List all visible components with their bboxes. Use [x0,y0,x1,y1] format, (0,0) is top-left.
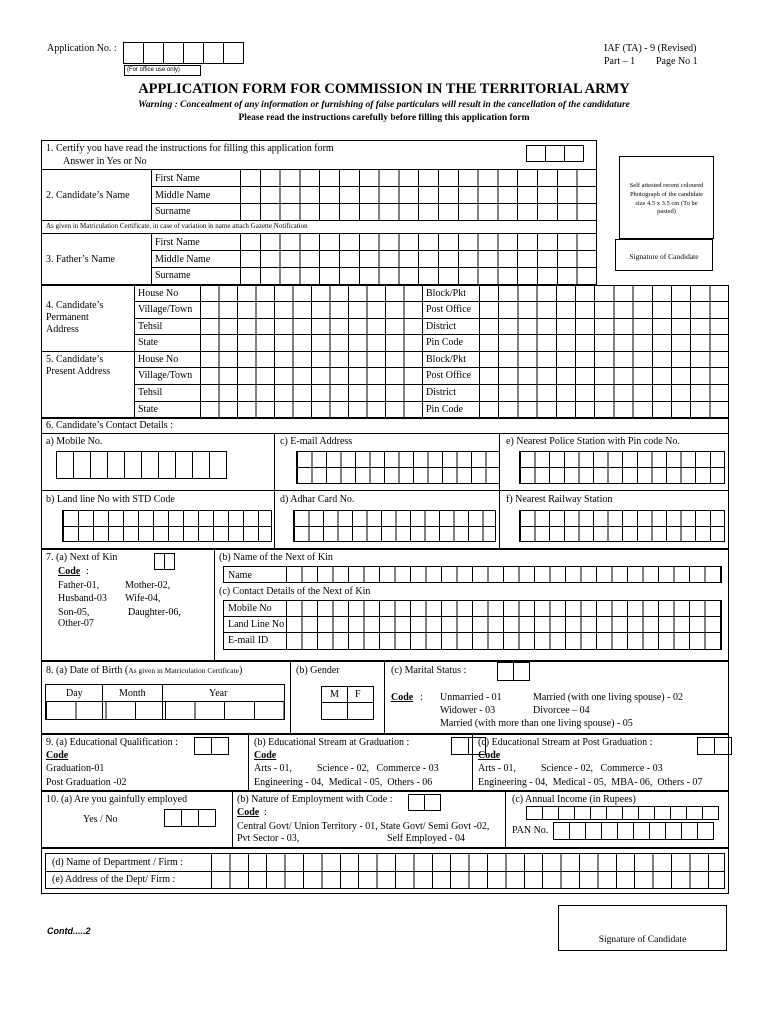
warning-text: Warning : Concealment of any information or furnishing of false particulars will result in the cancellation of the candidature [138,100,630,110]
q7-landline-label: Land Line No [228,619,285,630]
q6-adhar-label: d) Adhar Card No. [280,494,355,505]
q4-block: Block/Pkt [426,288,467,299]
q9-pg-line1: Arts - 01, Science - 02, Commerce - 03 [478,763,663,774]
q7-contact-grid[interactable] [223,600,722,650]
signature-label: Signature of Candidate [598,935,687,945]
q6-landline-grid[interactable] [62,510,272,542]
page-number: Page No 1 [656,56,698,67]
q3-name-grid[interactable] [240,233,597,285]
q4-pin: Pin Code [426,337,463,348]
q8-marital-label: (c) Marital Status : [391,665,467,676]
q8-code-label: Code [391,692,414,703]
photo-signature-box[interactable] [615,239,713,271]
dept-name-label: (d) Name of Department / Firm : [52,857,184,868]
q8-widower: Widower - 03 [440,705,496,716]
office-use-box [124,65,201,76]
q8-gender-label: (b) Gender [296,665,340,676]
q7-code-daughter: Daughter-06, [128,607,181,618]
q4-state: State [138,337,158,348]
q4-tehsil: Tehsil [138,321,163,332]
q7-mobile-label: Mobile No [228,603,272,614]
dept-address-label: (e) Address of the Dept/ Firm : [52,874,176,885]
q6-email-label: c) E-mail Address [280,436,353,447]
q5-tehsil: Tehsil [138,387,163,398]
q10-nature-pvt: Pvt Sector - 03, [237,833,300,844]
instruction-text: Please read the instructions carefully before filling this application form [238,113,530,123]
q8-marital-boxes[interactable] [497,662,529,681]
photo-instruction: Self attested recent coloured Photograph of the candidate size 4.5 x 3.5 cm (To be pasted) [629,182,704,216]
q3-middle-label: Middle Name [155,254,211,265]
q6-email-grid[interactable] [296,451,500,484]
q5-pin: Pin Code [426,404,463,415]
q6-police-label: e) Nearest Police Station with Pin code No. [506,436,680,447]
q10-label: 10. (a) Are you gainfully employed [46,794,188,805]
q10-nature-boxes[interactable] [408,794,440,811]
q9-pg-boxes[interactable] [697,737,731,755]
q5-village: Village/Town [138,370,193,381]
q10-income-label: (c) Annual Income (in Rupees) [512,794,636,805]
q10-pan-label: PAN No. [512,825,549,836]
q7-code-label: Code [58,566,81,577]
q8-gender-grid[interactable] [321,686,374,720]
application-no-label: Application No. : [47,43,117,54]
q10-nature-line1: Central Govt/ Union Territory - 01, State Govt/ Semi Govt -02, [237,821,490,832]
q9-qualification-label: 9. (a) Educational Qualification : [46,737,178,748]
photo-signature-label: Signature of Candidate [629,252,699,261]
q10-yesno: Yes / No [83,814,118,825]
q7-label: 7. (a) Next of Kin [46,552,118,563]
q6-mobile-label: a) Mobile No. [46,436,103,447]
q8-married: Married (with one living spouse) - 02 [533,692,683,703]
q6-railway-label: f) Nearest Railway Station [506,494,613,505]
office-use-label: (For office use only) [127,67,180,73]
q6-adhar-grid[interactable] [293,510,496,542]
q5-label-2: Present Address [46,366,111,377]
q8-month-label: Month [119,688,146,699]
q6-police-grid[interactable] [519,451,725,484]
q4-label-3: Address [46,324,79,335]
continued-label: Contd.....2 [47,926,91,936]
q9-pg-code-label: Code [478,750,501,761]
q10-pan-boxes[interactable] [553,822,713,840]
form-code: IAF (TA) - 9 (Revised) [604,43,697,54]
q4-label-1: 4. Candidate’s [46,300,104,311]
q7-code-other: Other-07 [58,618,94,629]
q7-email-label: E-mail ID [228,635,269,646]
q1-line1: 1. Certify you have read the instructions for filling this application form [46,143,334,154]
q9-pg-line2: Engineering - 04, Medical - 05, MBA- 06, Others - 07 [478,777,703,788]
address-left-grid[interactable] [200,285,422,418]
q4-district: District [426,321,456,332]
q8-unmarried: Unmarried - 01 [440,692,502,703]
q2-name-grid[interactable] [240,169,597,220]
q6-railway-grid[interactable] [519,510,725,542]
q6-mobile-boxes[interactable] [56,451,226,479]
q7-code-son: Son-05, [58,607,90,618]
q2-label: 2. Candidate’s Name [46,190,130,201]
q5-district: District [426,387,456,398]
q8-dob-label: 8. (a) Date of Birth (As given in Matriculation Certificate) [46,665,243,676]
q9-qualification-boxes[interactable] [194,737,228,755]
q7-code-mother: Mother-02, [125,580,171,591]
q3-surname-label: Surname [155,270,191,281]
q2-middle-label: Middle Name [155,190,211,201]
q3-label: 3. Father’s Name [46,254,115,265]
q8-year-label: Year [209,688,228,699]
q8-divorcee: Divorcee – 04 [533,705,590,716]
q9-code-label: Code [46,750,69,761]
q10-code-label: Code [237,807,260,818]
q2-note: As given in Matriculation Certificate, in case of variation in name attach Gazette Notification [46,222,308,230]
q3-first-label: First Name [155,237,200,248]
application-no-boxes[interactable] [123,42,243,64]
q7-name-field[interactable] [223,566,722,583]
q4-village: Village/Town [138,304,193,315]
form-part: Part – 1 [604,56,636,67]
q7-code-father: Father-01, [58,580,100,591]
q5-post: Post Office [426,370,472,381]
q5-block: Block/Pkt [426,354,467,365]
q7-code-husband: Husband-03 [58,593,107,604]
q7-code-boxes[interactable] [154,553,174,570]
q10-employed-boxes[interactable] [164,809,215,827]
q9-pg: Post Graduation -02 [46,777,127,788]
q4-post: Post Office [426,304,472,315]
q6-landline-label: b) Land line No with STD Code [46,494,175,505]
q8-dob-grid[interactable] [45,684,285,720]
q9-stream-line2: Engineering - 04, Medical - 05, Others - 06 [254,777,433,788]
photo-box[interactable] [619,156,714,239]
form-title: APPLICATION FORM FOR COMMISSION IN THE TERRITORIAL ARMY [138,81,630,97]
q7-code-wife: Wife-04, [125,593,161,604]
q9-stream-line1: Arts - 01, Science - 02, Commerce - 03 [254,763,439,774]
q2-surname-label: Surname [155,206,191,217]
q8-gender-m: M [330,689,339,700]
q9-pg-label: (c) Educational Stream at Post Graduation : [478,737,653,748]
q10-income-boxes[interactable] [526,806,718,820]
q7-name-label: (b) Name of the Next of Kin [219,552,333,563]
q1-line2: Answer in Yes or No [63,156,147,167]
department-grid[interactable] [45,853,725,889]
q8-married-more: Married (with more than one living spouse) - 05 [440,718,633,729]
q2-first-label: First Name [155,173,200,184]
q5-house: House No [138,354,179,365]
q7-name-text: Name [228,570,252,581]
q5-state: State [138,404,158,415]
q4-label-2: Permanent [46,312,89,323]
q5-label-1: 5. Candidate’s [46,354,104,365]
q8-day-label: Day [66,688,83,699]
q6-label: 6. Candidate’s Contact Details : [46,420,173,431]
q9-stream-label: (b) Educational Stream at Graduation : [254,737,410,748]
q4-house: House No [138,288,179,299]
q1-answer-boxes[interactable] [526,145,583,162]
signature-box[interactable] [558,905,727,951]
q10-nature-self: Self Employed - 04 [387,833,466,844]
q9-stream-code-label: Code [254,750,277,761]
q7-contact-label: (c) Contact Details of the Next of Kin [219,586,371,597]
q8-gender-f: F [355,689,361,700]
q9-grad: Graduation-01 [46,763,105,774]
q10-nature-label: (b) Nature of Employment with Code : [237,794,393,805]
address-right-grid[interactable] [479,285,729,418]
